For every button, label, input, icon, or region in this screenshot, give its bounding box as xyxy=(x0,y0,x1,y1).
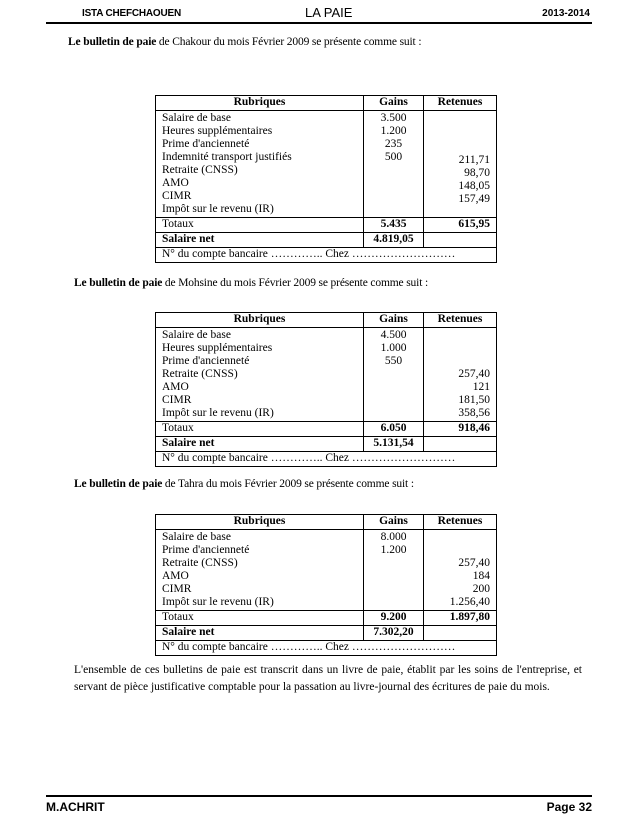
rubrique-label: AMO xyxy=(162,381,189,393)
retenue-value: 148,05 xyxy=(458,180,490,192)
rubrique-label: Heures supplémentaires xyxy=(162,342,273,354)
net-label: Salaire net xyxy=(156,233,364,248)
gain-value: 1.000 xyxy=(380,342,407,354)
footer-page-number: Page 32 xyxy=(546,800,592,814)
retenue-value: 121 xyxy=(472,381,490,393)
gain-value: 1.200 xyxy=(380,544,407,556)
payslip-table-tahra xyxy=(155,514,497,656)
rubriques-cell xyxy=(156,530,364,611)
rubrique-label: AMO xyxy=(162,570,189,582)
footer-author: M.ACHRIT xyxy=(46,800,105,814)
rubrique-label: Salaire de base xyxy=(162,112,231,124)
totaux-gains: 6.050 xyxy=(364,422,424,437)
rubrique-label: Retraite (CNSS) xyxy=(162,164,238,176)
header-title: LA PAIE xyxy=(305,5,353,20)
net-value: 5.131,54 xyxy=(364,437,424,452)
retenue-value: 211,71 xyxy=(458,154,490,166)
retenue-value: 98,70 xyxy=(464,167,490,179)
gain-value: 235 xyxy=(384,138,403,150)
bulletin-intro-bold: Le bulletin de paie xyxy=(68,36,157,48)
rubriques-cell xyxy=(156,111,364,218)
net-label: Salaire net xyxy=(156,626,364,641)
totaux-gains: 9.200 xyxy=(364,611,424,626)
retenue-value: 157,49 xyxy=(458,193,490,205)
retenue-value: 257,40 xyxy=(458,557,490,569)
col-header-gains: Gains xyxy=(364,515,424,530)
rubrique-label: Heures supplémentaires xyxy=(162,125,273,137)
rubrique-label: Prime d'ancienneté xyxy=(162,355,250,367)
closing-paragraph: L'ensemble de ces bulletins de paie est transcrit dans un livre de paie, établit par les soins de l'entreprise, et servant de pièce justificative comptable pour la passation au livre-journal des écritures de paie du mois. xyxy=(74,664,582,693)
rubrique-label: Prime d'ancienneté xyxy=(162,544,250,556)
rubrique-label: CIMR xyxy=(162,583,192,595)
totaux-gains: 5.435 xyxy=(364,218,424,233)
rubrique-label: Indemnité transport justifiés xyxy=(162,151,292,163)
retenues-cell xyxy=(424,328,497,422)
gains-cell xyxy=(364,328,424,422)
net-empty-cell xyxy=(424,437,497,452)
rubrique-label: AMO xyxy=(162,177,189,189)
payslip-table-chakour xyxy=(155,95,497,263)
bulletin-intro-bold: Le bulletin de paie xyxy=(74,478,163,490)
page-header xyxy=(0,5,638,23)
payslip-table-mohsine xyxy=(155,312,497,467)
net-value: 7.302,20 xyxy=(364,626,424,641)
totaux-label: Totaux xyxy=(156,218,364,233)
retenue-value: 1.256,40 xyxy=(449,596,490,608)
col-header-rubriques: Rubriques xyxy=(156,96,364,111)
header-year: 2013-2014 xyxy=(542,8,590,19)
gains-cell xyxy=(364,530,424,611)
bulletin-intro-tahra xyxy=(74,478,414,490)
rubrique-label: Impôt sur le revenu (IR) xyxy=(162,203,274,215)
retenues-cell xyxy=(424,111,497,218)
bulletin-intro-text: de Chakour du mois Février 2009 se présente comme suit : xyxy=(156,36,422,48)
col-header-rubriques: Rubriques xyxy=(156,313,364,328)
bulletin-intro-bold: Le bulletin de paie xyxy=(74,277,163,289)
col-header-retenues: Retenues xyxy=(424,96,497,111)
rubrique-label: Prime d'ancienneté xyxy=(162,138,250,150)
net-empty-cell xyxy=(424,626,497,641)
gain-value: 4.500 xyxy=(380,329,407,341)
footer-rule xyxy=(46,795,592,797)
header-school: ISTA CHEFCHAOUEN xyxy=(82,8,182,19)
col-header-retenues: Retenues xyxy=(424,313,497,328)
rubrique-label: Impôt sur le revenu (IR) xyxy=(162,407,274,419)
gain-value: 1.200 xyxy=(380,125,407,137)
totaux-label: Totaux xyxy=(156,611,364,626)
rubriques-cell xyxy=(156,328,364,422)
retenue-value: 181,50 xyxy=(458,394,490,406)
bulletin-intro-mohsine xyxy=(74,277,428,289)
net-label: Salaire net xyxy=(156,437,364,452)
gains-cell xyxy=(364,111,424,218)
rubrique-label: CIMR xyxy=(162,394,192,406)
rubrique-label: Salaire de base xyxy=(162,531,231,543)
net-value: 4.819,05 xyxy=(364,233,424,248)
col-header-gains: Gains xyxy=(364,313,424,328)
totaux-retenues: 615,95 xyxy=(424,218,497,233)
rubrique-label: Salaire de base xyxy=(162,329,231,341)
bank-account-line: N° du compte bancaire ………….. Chez ……………………… xyxy=(156,452,497,467)
retenue-value: 200 xyxy=(472,583,490,595)
gain-value: 550 xyxy=(384,355,403,367)
net-empty-cell xyxy=(424,233,497,248)
retenue-value: 184 xyxy=(472,570,490,582)
bulletin-intro-text: de Mohsine du mois Février 2009 se présente comme suit : xyxy=(162,277,429,289)
totaux-retenues: 1.897,80 xyxy=(424,611,497,626)
bulletin-intro-text: de Tahra du mois Février 2009 se présente comme suit : xyxy=(162,478,414,490)
bank-account-line: N° du compte bancaire ………….. Chez ……………………… xyxy=(156,248,497,263)
col-header-retenues: Retenues xyxy=(424,515,497,530)
retenue-value: 358,56 xyxy=(458,407,490,419)
col-header-rubriques: Rubriques xyxy=(156,515,364,530)
rubrique-label: Impôt sur le revenu (IR) xyxy=(162,596,274,608)
header-rule xyxy=(46,22,592,24)
rubrique-label: CIMR xyxy=(162,190,192,202)
retenues-cell xyxy=(424,530,497,611)
rubrique-label: Retraite (CNSS) xyxy=(162,368,238,380)
bulletin-intro-chakour xyxy=(68,36,421,48)
rubrique-label: Retraite (CNSS) xyxy=(162,557,238,569)
retenue-value: 257,40 xyxy=(458,368,490,380)
bank-account-line: N° du compte bancaire ………….. Chez ……………………… xyxy=(156,641,497,656)
col-header-gains: Gains xyxy=(364,96,424,111)
totaux-label: Totaux xyxy=(156,422,364,437)
gain-value: 8.000 xyxy=(380,531,407,543)
gain-value: 500 xyxy=(384,151,403,163)
gain-value: 3.500 xyxy=(380,112,407,124)
totaux-retenues: 918,46 xyxy=(424,422,497,437)
